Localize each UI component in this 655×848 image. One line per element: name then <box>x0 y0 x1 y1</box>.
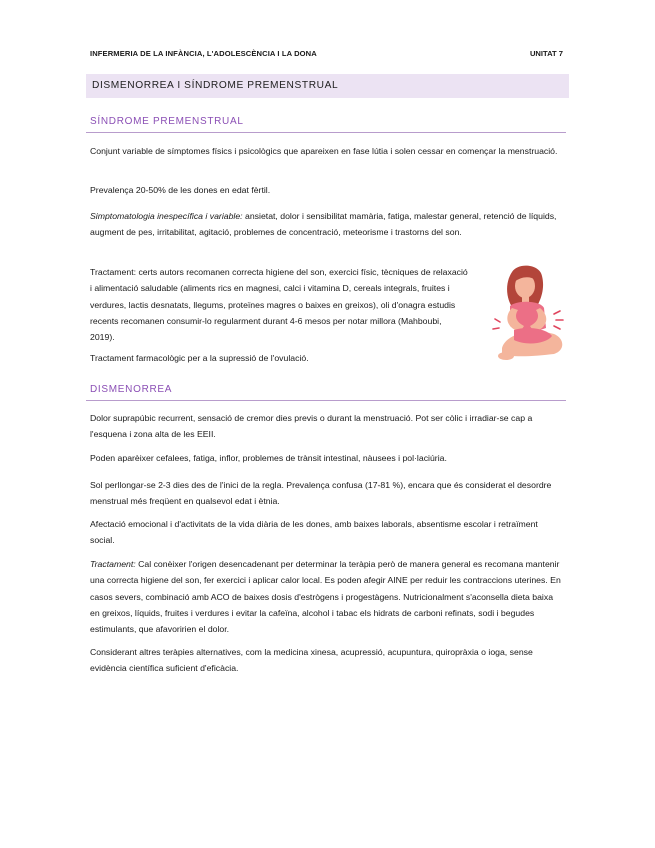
paragraph-pharmacological: Tractament farmacològic per a la supressió de l'ovulació. <box>90 353 309 363</box>
paragraph-duration-prevalence: Sol perllongar-se 2-3 dies des de l'inici de la regla. Prevalença confusa (17-81 %), encara que és considerat el desordre menstrual més freqüent en qualsevol edat i ètnia. <box>90 480 552 507</box>
paragraph-alternative-therapies: Considerant altres teràpies alternatives, com la medicina xinesa, acupressió, acupuntura, quiropràxia o ioga, sense evidència científica suficient d'eficàcia. <box>90 647 533 674</box>
paragraph-prevalence: Prevalença 20-50% de les dones en edat fèrtil. <box>90 185 271 195</box>
paragraph-symptoms <box>90 208 562 241</box>
section-divider <box>86 132 566 133</box>
section-divider <box>86 400 566 401</box>
paragraph-definition: Conjunt variable de símptomes físics i psicològics que apareixen en fase lútia i solen cessar en començar la menstruació. <box>90 146 558 156</box>
paragraph-pain-description: Dolor suprapúbic recurrent, sensació de cremor dies previs o durant la menstruació. Pot ser còlic i irradiar-se cap a l'esquena i zona alta de les EEII. <box>90 413 533 440</box>
section-heading-sindrome: SÍNDROME PREMENSTRUAL <box>90 116 244 127</box>
running-header-unit: UNITAT 7 <box>529 49 563 58</box>
page-title-band <box>86 74 569 98</box>
page-title: DISMENORREA I SÍNDROME PREMENSTRUAL <box>92 80 339 91</box>
treatment-lead: Tractament: <box>90 559 136 569</box>
symptoms-lead: Simptomatologia inespecífica i variable: <box>90 211 243 221</box>
paragraph-dysmenorrhea-treatment <box>90 556 562 637</box>
running-header-title: INFERMERIA DE LA INFÀNCIA, L'ADOLESCÈNCIA I LA DONA <box>90 49 317 58</box>
treatment-text: Cal conèixer l'origen desencadenant per determinar la teràpia però de manera general es recomana mantenir una correcta higiene del son, fer exercici i aplicar calor local. Es poden afegir AINE per reduir les contraccions uterines. En casos severs, combinació amb ACO de baixes dosis d'estrògens i progestàgens. Nutricionalment s'aconsella dieta baixa en greixos, líquids, fruites i verdures i evitar la cafeïna, alcohol i tabac els hidrats de carboni refinats, sodi i begudes estimulants, que afavoririen el dolor. <box>90 559 561 635</box>
paragraph-emotional-impact: Afectació emocional i d'activitats de la vida diària de les dones, amb baixes laborals, absentisme escolar i retraïment social. <box>90 519 538 546</box>
paragraph-associated-symptoms: Poden aparèixer cefalees, fatiga, inflor, problemes de trànsit intestinal, nàusees i pol·laciúria. <box>90 453 447 463</box>
section-heading-dismenorrea: DISMENORREA <box>90 384 173 395</box>
symptoms-text: ansietat, dolor i sensibilitat mamària, fatiga, malestar general, retenció de líquids, augment de pes, irritabilitat, agitació, problemes de concentració, meteorisme i trastorns del son. <box>90 211 557 238</box>
paragraph-treatment: Tractament: certs autors recomanen correcta higiene del son, exercici físic, tècniques de relaxació i alimentació saludable (aliments rics en magnesi, calci i vitamina D, cereals integrals, fruites i verdures, lactis desnatats, llegums, proteïnes magres o baixes en greixos), oli d'onagra estudis recents recomanen consumir-lo regularment durant 4-6 mesos per notar millora (Mahboubi, 2019). <box>90 267 468 343</box>
woman-cramps-illustration <box>492 262 572 370</box>
